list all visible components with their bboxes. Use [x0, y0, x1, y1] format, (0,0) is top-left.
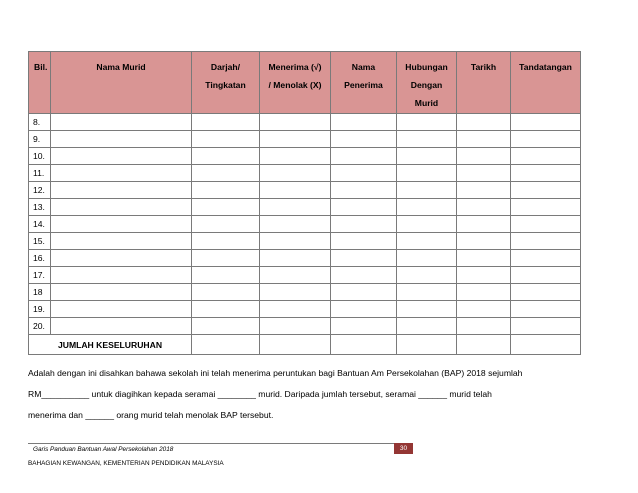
blank-cell[interactable]: [51, 148, 192, 165]
table-row: [29, 267, 581, 284]
blank-cell[interactable]: [260, 301, 331, 318]
table-row: [29, 250, 581, 267]
blank-cell[interactable]: [457, 199, 511, 216]
blank-cell[interactable]: [51, 114, 192, 131]
blank-cell[interactable]: [457, 284, 511, 301]
blank-cell[interactable]: [260, 318, 331, 335]
blank-cell[interactable]: [192, 216, 260, 233]
row-number: 18: [29, 284, 51, 301]
blank-cell[interactable]: [260, 233, 331, 250]
blank-cell[interactable]: [511, 250, 581, 267]
blank-cell[interactable]: [397, 131, 457, 148]
blank-cell[interactable]: [457, 267, 511, 284]
blank-cell[interactable]: [457, 250, 511, 267]
header-bil: Bil.: [29, 52, 51, 114]
blank-cell[interactable]: [331, 216, 397, 233]
table-row: [29, 216, 581, 233]
total-cell[interactable]: [192, 335, 260, 355]
header-hubungan: Hubungan Dengan Murid: [397, 52, 457, 114]
blank-cell[interactable]: [457, 216, 511, 233]
blank-cell[interactable]: [192, 267, 260, 284]
footer-divider: [28, 443, 413, 444]
blank-cell[interactable]: [511, 148, 581, 165]
blank-cell[interactable]: [192, 114, 260, 131]
total-cell[interactable]: [457, 335, 511, 355]
blank-cell[interactable]: [397, 165, 457, 182]
blank-cell[interactable]: [457, 301, 511, 318]
blank-cell[interactable]: [51, 182, 192, 199]
blank-cell[interactable]: [397, 284, 457, 301]
blank-cell[interactable]: [51, 318, 192, 335]
student-aid-table: [28, 51, 581, 355]
paragraph-line: menerima dan ______ orang murid telah menolak BAP tersebut.: [28, 410, 274, 420]
header-tandatangan: Tandatangan: [511, 52, 581, 114]
blank-cell[interactable]: [397, 250, 457, 267]
blank-cell[interactable]: [511, 301, 581, 318]
header-tarikh: Tarikh: [457, 52, 511, 114]
blank-cell[interactable]: [457, 165, 511, 182]
blank-cell[interactable]: [397, 148, 457, 165]
footer-department: BAHAGIAN KEWANGAN, KEMENTERIAN PENDIDIKAN MALAYSIA: [28, 460, 224, 467]
blank-cell[interactable]: [511, 216, 581, 233]
blank-cell[interactable]: [192, 182, 260, 199]
blank-cell[interactable]: [511, 199, 581, 216]
blank-cell[interactable]: [51, 216, 192, 233]
row-number: 17.: [29, 267, 51, 284]
blank-cell[interactable]: [457, 233, 511, 250]
blank-cell[interactable]: [51, 131, 192, 148]
blank-cell[interactable]: [331, 182, 397, 199]
blank-cell[interactable]: [260, 148, 331, 165]
blank-cell[interactable]: [331, 267, 397, 284]
blank-cell[interactable]: [331, 233, 397, 250]
table-row: [29, 199, 581, 216]
blank-cell[interactable]: [397, 114, 457, 131]
row-number: 12.: [29, 182, 51, 199]
row-number: 10.: [29, 148, 51, 165]
blank-cell[interactable]: [331, 318, 397, 335]
blank-cell[interactable]: [192, 318, 260, 335]
total-row: [29, 335, 581, 355]
blank-cell[interactable]: [192, 165, 260, 182]
blank-cell[interactable]: [457, 318, 511, 335]
blank-cell[interactable]: [192, 233, 260, 250]
blank-cell[interactable]: [51, 301, 192, 318]
blank-cell[interactable]: [331, 250, 397, 267]
row-number: 16.: [29, 250, 51, 267]
blank-cell[interactable]: [457, 114, 511, 131]
blank-cell[interactable]: [511, 131, 581, 148]
blank-cell[interactable]: [511, 267, 581, 284]
blank-cell[interactable]: [260, 114, 331, 131]
blank-cell[interactable]: [397, 182, 457, 199]
blank-cell[interactable]: [192, 131, 260, 148]
blank-cell[interactable]: [260, 267, 331, 284]
table-row: [29, 301, 581, 318]
blank-cell[interactable]: [397, 233, 457, 250]
table-row: [29, 131, 581, 148]
blank-cell[interactable]: [331, 199, 397, 216]
blank-cell[interactable]: [397, 267, 457, 284]
blank-cell[interactable]: [51, 250, 192, 267]
blank-cell[interactable]: [192, 199, 260, 216]
blank-cell[interactable]: [260, 182, 331, 199]
blank-cell[interactable]: [260, 165, 331, 182]
table-body: [29, 114, 581, 355]
paragraph-line: Adalah dengan ini disahkan bahawa sekolah ini telah menerima peruntukan bagi Bantuan Am Persekolahan (BAP) 2018 sejumlah: [28, 368, 523, 378]
row-number: 19.: [29, 301, 51, 318]
paragraph-line: RM__________ untuk diagihkan kepada seramai ________ murid. Daripada jumlah tersebut, seramai ______ murid telah: [28, 389, 492, 399]
header-nama-murid: Nama Murid: [51, 52, 192, 114]
table-header-row: [29, 52, 581, 114]
blank-cell[interactable]: [192, 301, 260, 318]
table-row: [29, 148, 581, 165]
blank-cell[interactable]: [51, 165, 192, 182]
blank-cell[interactable]: [51, 199, 192, 216]
blank-cell[interactable]: [397, 318, 457, 335]
blank-cell[interactable]: [457, 148, 511, 165]
blank-cell[interactable]: [331, 131, 397, 148]
row-number: 15.: [29, 233, 51, 250]
footer-guide-title: Garis Panduan Bantuan Awal Persekolahan 2018: [33, 446, 174, 453]
total-cell[interactable]: [511, 335, 581, 355]
blank-cell[interactable]: [331, 114, 397, 131]
total-cell[interactable]: [397, 335, 457, 355]
blank-cell[interactable]: [331, 284, 397, 301]
confirmation-paragraph: [28, 363, 580, 426]
blank-cell[interactable]: [511, 318, 581, 335]
row-number: 8.: [29, 114, 51, 131]
blank-cell[interactable]: [192, 250, 260, 267]
blank-cell[interactable]: [397, 301, 457, 318]
blank-cell[interactable]: [260, 199, 331, 216]
table-row: [29, 182, 581, 199]
header-darjah: Darjah/ Tingkatan: [192, 52, 260, 114]
table-row: [29, 284, 581, 301]
page-number-badge: 30: [394, 443, 413, 454]
blank-cell[interactable]: [511, 165, 581, 182]
total-cell[interactable]: [260, 335, 331, 355]
row-number: 11.: [29, 165, 51, 182]
table-row: [29, 233, 581, 250]
blank-cell[interactable]: [457, 131, 511, 148]
blank-cell[interactable]: [260, 131, 331, 148]
blank-cell[interactable]: [511, 114, 581, 131]
blank-cell[interactable]: [331, 165, 397, 182]
header-nama-penerima: Nama Penerima: [331, 52, 397, 114]
blank-cell[interactable]: [397, 216, 457, 233]
table-row: [29, 318, 581, 335]
row-number: 14.: [29, 216, 51, 233]
row-number: 20.: [29, 318, 51, 335]
blank-cell[interactable]: [397, 199, 457, 216]
header-menerima: Menerima (√) / Menolak (X): [260, 52, 331, 114]
blank-cell[interactable]: [511, 182, 581, 199]
blank-cell[interactable]: [331, 148, 397, 165]
total-label: JUMLAH KESELURUHAN: [29, 335, 192, 355]
blank-cell[interactable]: [192, 148, 260, 165]
row-number: 9.: [29, 131, 51, 148]
total-cell[interactable]: [331, 335, 397, 355]
blank-cell[interactable]: [260, 216, 331, 233]
table-row: [29, 165, 581, 182]
blank-cell[interactable]: [511, 233, 581, 250]
table-row: [29, 114, 581, 131]
blank-cell[interactable]: [260, 250, 331, 267]
blank-cell[interactable]: [51, 233, 192, 250]
blank-cell[interactable]: [331, 301, 397, 318]
row-number: 13.: [29, 199, 51, 216]
blank-cell[interactable]: [51, 284, 192, 301]
blank-cell[interactable]: [260, 284, 331, 301]
blank-cell[interactable]: [51, 267, 192, 284]
blank-cell[interactable]: [457, 182, 511, 199]
blank-cell[interactable]: [192, 284, 260, 301]
blank-cell[interactable]: [511, 284, 581, 301]
